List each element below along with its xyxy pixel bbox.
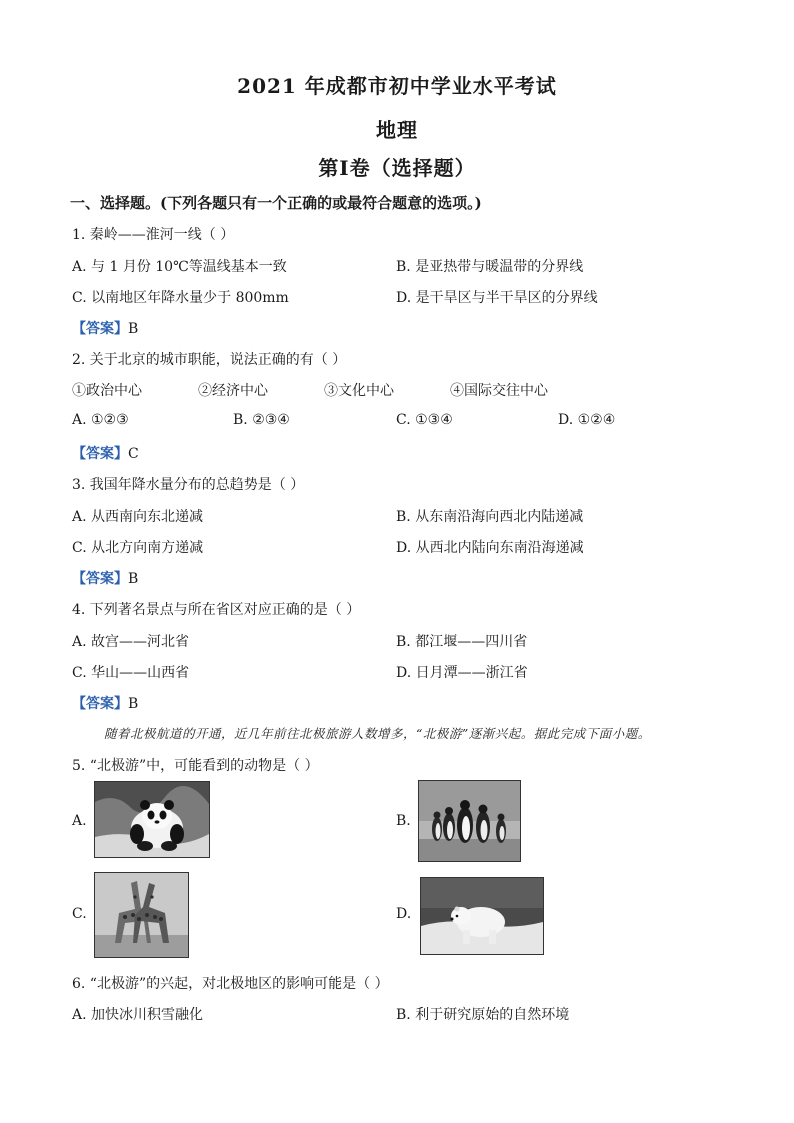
answer-label: 【答案】 [72, 571, 128, 587]
q1-option-d: D. 是干旱区与半干旱区的分界线 [396, 290, 598, 306]
exam-title: 2021 年成都市初中学业水平考试 [237, 74, 557, 98]
q3-option-d: D. 从西北内陆向东南沿海递减 [396, 540, 584, 556]
q4-option-b: B. 都江堰——四川省 [396, 634, 528, 650]
q6-option-b: B. 利于研究原始的自然环境 [396, 1007, 570, 1023]
q3-option-a: A. 从西南向东北递减 [72, 509, 204, 525]
passage-text: 随着北极航道的开通，近几年前往北极旅游人数增多，“北极游”逐渐兴起。据此完成下面小题。 [104, 726, 651, 741]
q2-answer [72, 443, 139, 463]
q1-option-c: C. 以南地区年降水量少于 800mm [72, 290, 289, 306]
q1-answer [72, 318, 138, 338]
q2-option-c: C. ①③④ [396, 412, 453, 428]
q3-answer [72, 568, 138, 588]
q2-item-1: ①政治中心 [72, 383, 142, 399]
polar-bear-photo [420, 877, 544, 955]
giraffe-photo [94, 872, 189, 958]
q1-stem: 1. 秦岭——淮河一线（ ） [72, 227, 235, 243]
q4-answer [72, 693, 138, 713]
q1-option-a: A. 与 1 月份 10℃等温线基本一致 [72, 259, 287, 275]
subject-title: 地理 [376, 118, 418, 142]
q3-stem: 3. 我国年降水量分布的总趋势是（ ） [72, 477, 305, 493]
q6-option-a: A. 加快冰川积雪融化 [72, 1007, 204, 1023]
part-title: 第Ⅰ卷（选择题） [318, 156, 476, 180]
q5-option-b: B. [396, 813, 411, 829]
panda-photo [94, 781, 210, 858]
section-heading: 一、选择题。(下列各题只有一个正确的或最符合题意的选项。) [70, 194, 482, 212]
answer-label: 【答案】 [72, 446, 128, 462]
q4-option-c: C. 华山——山西省 [72, 665, 190, 681]
answer-label: 【答案】 [72, 321, 128, 337]
q2-item-3: ③文化中心 [324, 383, 394, 399]
q2-option-b: B. ②③④ [233, 412, 290, 428]
q6-stem: 6. “北极游”的兴起，对北极地区的影响可能是（ ） [72, 976, 389, 992]
q2-item-4: ④国际交往中心 [450, 383, 548, 399]
q2-option-d: D. ①②④ [558, 412, 616, 428]
q3-option-c: C. 从北方向南方递减 [72, 540, 204, 556]
q4-option-d: D. 日月潭——浙江省 [396, 665, 528, 681]
q5-option-c: C. [72, 906, 87, 922]
q2-stem: 2. 关于北京的城市职能，说法正确的有（ ） [72, 352, 347, 368]
q3-answer-value: B [128, 571, 139, 587]
q4-stem: 4. 下列著名景点与所在省区对应正确的是（ ） [72, 602, 361, 618]
q5-stem: 5. “北极游”中，可能看到的动物是（ ） [72, 758, 319, 774]
q2-item-2: ②经济中心 [198, 383, 268, 399]
q4-answer-value: B [128, 696, 139, 712]
q2-option-a: A. ①②③ [72, 412, 129, 428]
q1-answer-value: B [128, 321, 139, 337]
q5-option-d: D. [396, 906, 412, 922]
q3-option-b: B. 从东南沿海向西北内陆递减 [396, 509, 584, 525]
answer-label: 【答案】 [72, 696, 128, 712]
q4-option-a: A. 故宫——河北省 [72, 634, 190, 650]
q2-answer-value: C [128, 446, 139, 462]
q1-option-b: B. 是亚热带与暖温带的分界线 [396, 259, 584, 275]
penguin-photo [418, 780, 521, 862]
q5-option-a: A. [72, 813, 87, 829]
